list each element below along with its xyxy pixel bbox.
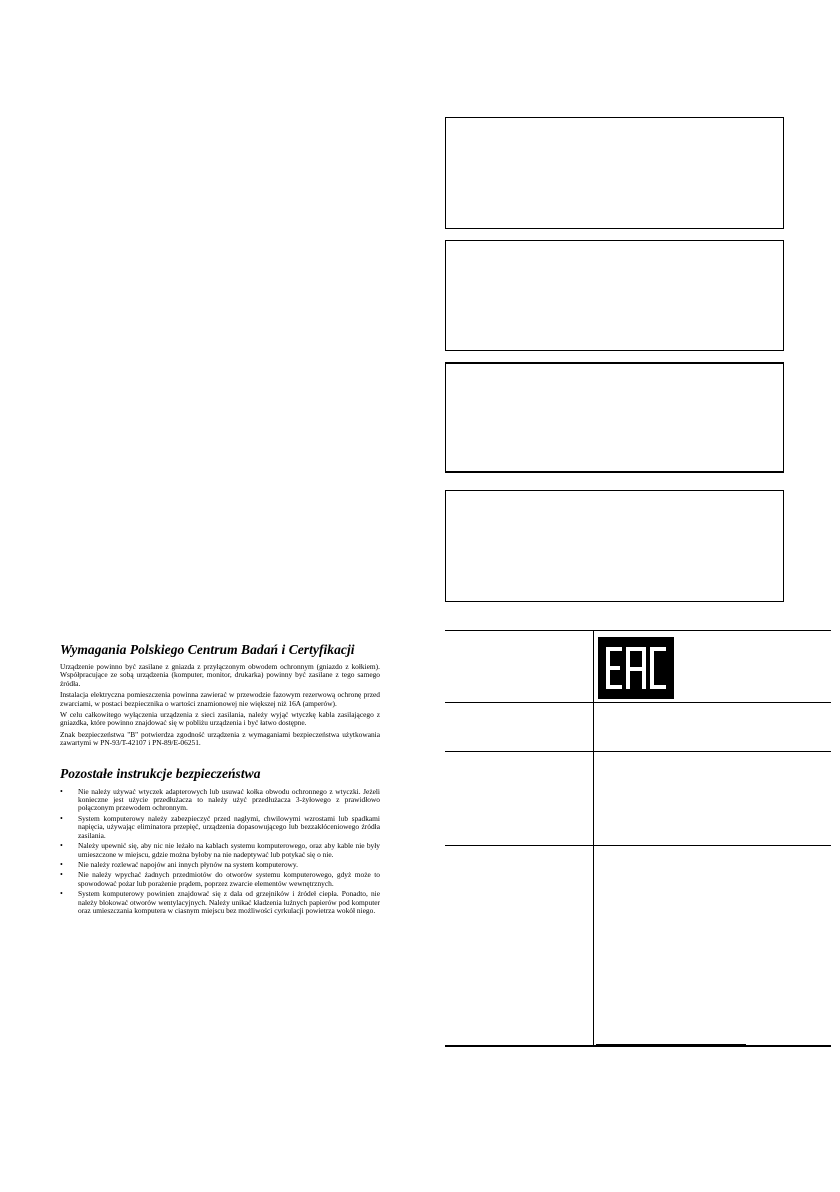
list-item: [60, 815, 380, 840]
empty-box-3: [445, 362, 784, 473]
bullet-icon: •: [60, 786, 63, 796]
table-row: [445, 752, 831, 846]
list-item: [60, 788, 380, 813]
bullet-icon: •: [60, 813, 63, 823]
table-cell: [445, 703, 593, 752]
bullet-icon: •: [60, 859, 63, 869]
table-row: [445, 631, 831, 703]
paragraph: Instalacja elektryczna pomieszczenia powinna zawierać w przewodzie fazowym rezerwową ochronę przed zwarciami, w postaci bezpiecznika o wartości znamionowej nie większej niż 16A (amperów).: [60, 690, 380, 708]
table-cell: [593, 752, 831, 846]
table-cell: [445, 846, 593, 1047]
paragraph: Urządzenie powinno być zasilane z gniazda z przyłączonym obwodem ochronnym (gniazdo z kołkiem). Współpracujące ze sobą urządzenia (komputer, monitor, drukarka) powinny być zasilane z tego samego źródła.: [60, 662, 380, 688]
polish-requirements-section: [60, 642, 380, 917]
table-cell: [445, 631, 593, 703]
list-item: [60, 890, 380, 915]
table-cell: [593, 703, 831, 752]
list-item-text: Nie należy rozlewać napojów ani innych płynów na system komputerowy.: [78, 859, 298, 869]
table-cell: [593, 846, 831, 1047]
paragraph: Znak bezpieczeństwa "B" potwierdza zgodność urządzenia z wymaganiami bezpieczeństwa użytkowania zawartymi w PN-93/T-42107 i PN-89/E-06251.: [60, 729, 380, 748]
bullet-icon: •: [60, 870, 63, 880]
list-item: [60, 871, 380, 888]
section-heading-pcbc: Wymagania Polskiego Centrum Badań i Certyfikacji: [60, 642, 355, 657]
bullet-icon: •: [60, 841, 63, 851]
safety-instructions-list: [60, 788, 380, 916]
empty-box-2: [445, 240, 784, 351]
table-cell: [593, 631, 831, 703]
table-cell: [445, 752, 593, 846]
eac-mark-icon: [598, 637, 674, 699]
list-item-text: Nie należy używać wtyczek adapterowych lub usuwać kołka obwodu ochronnego z wtyczki. Jeżeli konieczne jest użycie przedłużacza to należy użyć przedłużacza 3-żyłowego z prawidłowo połączonym przewodem ochronnym.: [78, 786, 380, 813]
section-heading-safety: Pozostałe instrukcje bezpieczeństwa: [60, 765, 261, 781]
empty-box-1: [445, 117, 784, 229]
list-item-text: Należy upewnić się, aby nic nie leżało na kablach systemu komputerowego, oraz aby kable nie były umieszczone w miejscu, gdzie można byłoby na nie nadeptywać lub potykać się o nie.: [78, 841, 380, 859]
list-item: [60, 861, 380, 869]
list-item: [60, 842, 380, 859]
signature-underline: [596, 1044, 746, 1045]
table-row: [445, 703, 831, 752]
certification-table: [445, 630, 831, 1047]
list-item-text: System komputerowy powinien znajdować się z dala od grzejników i źródeł ciepła. Ponadto, nie należy blokować otworów wentylacyjnych. Należy unikać kładzenia luźnych papierów pod komputer oraz umieszczania komputera w ciasnym miejscu bez możliwości cyrkulacji powietrza wokół niego.: [78, 889, 380, 915]
table-row: [445, 846, 831, 1047]
bullet-icon: •: [60, 889, 63, 899]
list-item-text: Nie należy wpychać żadnych przedmiotów do otworów systemu komputerowego, gdyż może to spowodować pożar lub porażenie prądem, poprzez zwarcie elementów wewnętrznych.: [78, 870, 380, 888]
list-item-text: System komputerowy należy zabezpieczyć przed nagłymi, chwilowymi wzrostami lub spadkami napięcia, używając eliminatora przepięć, urządzenia dopasowującego lub bezzakłóceniowego źródła zasilania.: [78, 813, 380, 840]
paragraph: W celu całkowitego wyłączenia urządzenia z sieci zasilania, należy wyjąć wtyczkę kabla zasilającego z gniazdka, które powinno znajdować się w pobliżu urządzenia i być łatwo dostępne.: [60, 710, 380, 728]
empty-box-4: [445, 490, 784, 602]
